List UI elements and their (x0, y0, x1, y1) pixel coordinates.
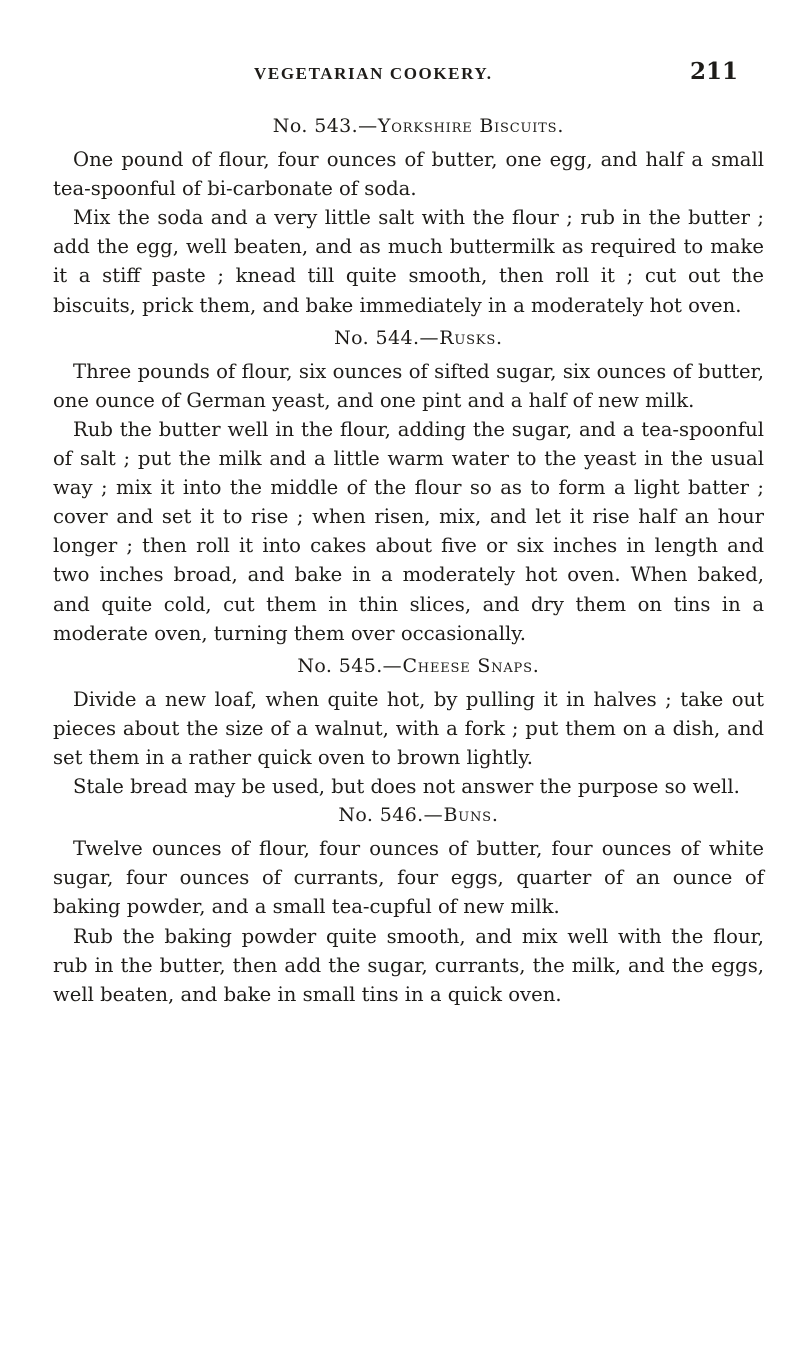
page-number: 211 (689, 58, 738, 85)
recipe-note: Stale bread may be used, but does not answer the purpose so well. (73, 775, 740, 799)
recipe-title: —Yorkshire Biscuits. (358, 115, 565, 137)
recipe-method: Rub the butter well in the flour, adding the sugar, and a tea-spoonful of salt ; put the milk and a little warm water to the yeast in the usual way ; mix it into the middle of the flour so as to form a light batter ; cover and set it to rise ; when risen, mix, and let it rise half an hour longer ; then roll it into cakes about five or six inches in length and two inches broad, and bake in a moderately hot oven. When baked, and quite cold, cut them in thin slices, and dry them on tins in a moderate oven, turning them over occasionally. (53, 417, 764, 645)
recipe-ingredients: Three pounds of flour, six ounces of sifted sugar, six ounces of butter, one ounce of German yeast, and one pint and a half of new milk. (53, 359, 764, 412)
recipe-title: —Buns. (423, 804, 499, 827)
recipe-number: No. 545. (297, 654, 383, 677)
recipe-title: —Cheese Snaps. (382, 654, 540, 677)
page-content (53, 112, 764, 1009)
recipe-ingredients: Twelve ounces of flour, four ounces of butter, four ounces of white sugar, four ounces of currants, four eggs, quarter of an ounce of baking powder, and a small tea-cupful of new milk. (53, 837, 764, 919)
recipe-heading (53, 112, 764, 141)
running-title: VEGETARIAN COOKERY. (254, 64, 493, 83)
recipe-method: Divide a new loaf, when quite hot, by pulling it in halves ; take out pieces about the size of a walnut, with a fork ; put them on a dish, and set them in a rather quick oven to brown lightly. (53, 687, 764, 769)
recipe-heading (53, 324, 764, 353)
recipe-ingredients: One pound of flour, four ounces of butter, one egg, and half a small tea-spoonful of bi-carbonate of soda. (53, 148, 764, 201)
recipe-number: No. 544. (334, 326, 420, 349)
recipe-heading (53, 652, 764, 681)
recipe-number: No. 543. (272, 115, 359, 137)
running-head (58, 58, 758, 92)
recipe-method: Mix the soda and a very little salt with the flour ; rub in the butter ; add the egg, well beaten, and as much buttermilk as required to make it a stiff paste ; knead till quite smooth, then roll it ; cut out the biscuits, prick them, and bake immediately in a moderately hot oven. (53, 206, 764, 317)
recipe-number: No. 546. (338, 804, 424, 827)
recipe-title: —Rusks. (419, 326, 503, 349)
recipe-heading (53, 801, 764, 830)
recipe-method: Rub the baking powder quite smooth, and mix well with the flour, rub in the butter, then add the sugar, currants, the milk, and the eggs, well beaten, and bake in small tins in a quick oven. (53, 924, 764, 1006)
